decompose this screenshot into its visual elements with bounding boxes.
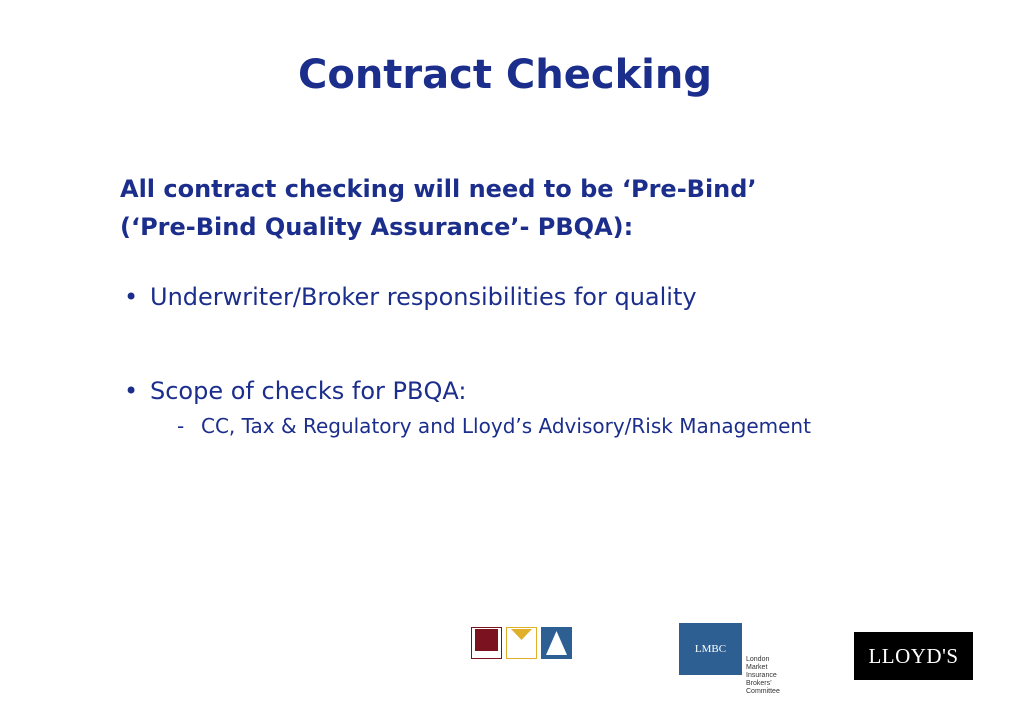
intro-line-2: (‘Pre-Bind Quality Assurance’- PBQA): xyxy=(120,213,634,241)
bullet-item xyxy=(124,377,466,405)
lloyds-logo: LLOYD'S xyxy=(854,632,973,680)
sub-bullet-marker: - xyxy=(177,414,185,438)
lmc-yellow-square xyxy=(507,628,537,659)
bullet-marker: • xyxy=(124,377,139,405)
lmbc-name-line: Committee xyxy=(746,688,780,695)
sub-bullet-item xyxy=(177,414,811,438)
intro-text xyxy=(120,170,880,246)
intro-line-1: All contract checking will need to be ‘Pre-Bind’ xyxy=(120,175,757,203)
bullet-item xyxy=(124,283,697,311)
bullet-text: Scope of checks for PBQA: xyxy=(150,377,467,405)
slide-title: Contract Checking xyxy=(297,52,712,98)
lmc-logo xyxy=(471,627,573,661)
lmbc-name-line: Brokers’ xyxy=(746,680,772,687)
lmbc-name-line: Insurance xyxy=(746,672,777,679)
bullet-text: Underwriter/Broker responsibilities for quality xyxy=(150,283,697,311)
sub-bullet-text: CC, Tax & Regulatory and Lloyd’s Advisory/Risk Management xyxy=(201,414,811,438)
lmc-blue-square xyxy=(542,628,572,659)
lmbc-badge: LMBC xyxy=(679,623,742,675)
lmbc-full-name xyxy=(746,656,806,696)
lmc-red-square xyxy=(472,628,502,659)
bullet-marker: • xyxy=(124,283,139,311)
lmbc-name-line: London xyxy=(746,656,770,663)
lmbc-name-line: Market xyxy=(746,664,768,671)
